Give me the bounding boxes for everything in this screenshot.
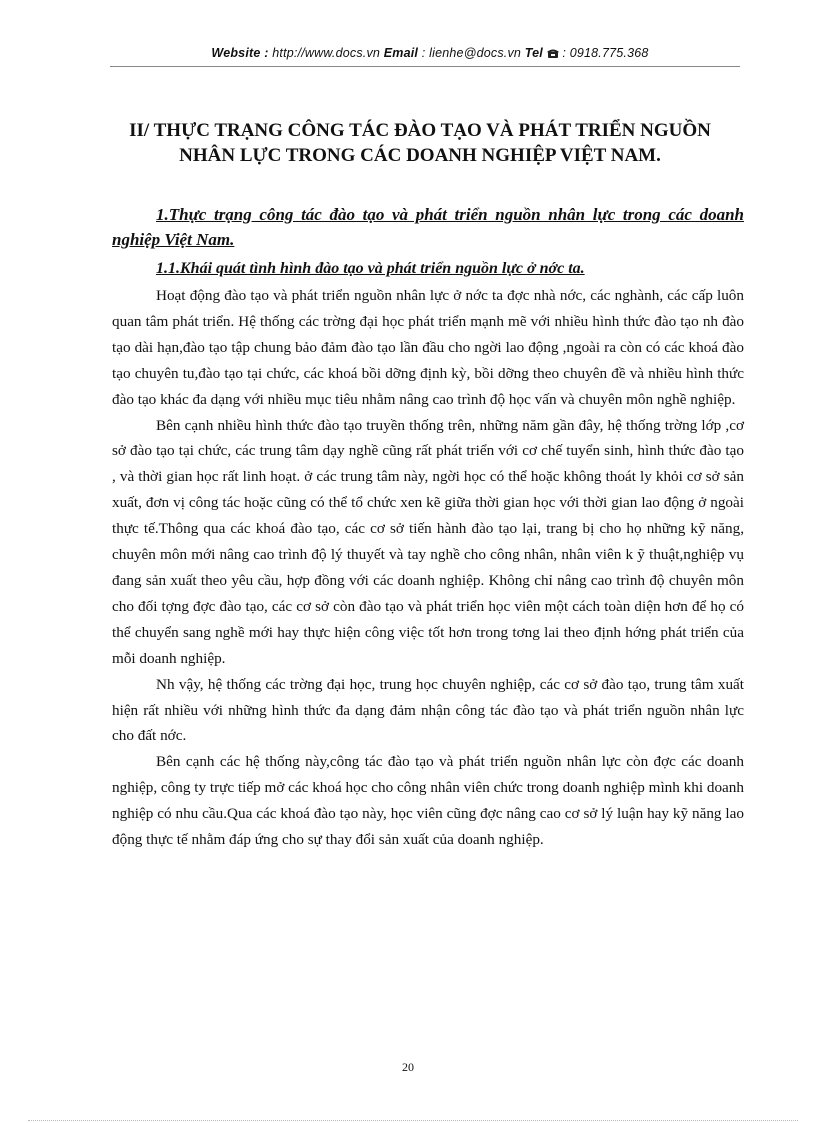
website-url[interactable]: http://www.docs.vn — [272, 46, 381, 60]
section-heading: 1.Thực trạng công tác đào tạo và phát triển nguồn nhân lực trong các doanh nghiệp Việt Nam. — [112, 205, 744, 249]
chapter-title — [100, 118, 740, 168]
email-label: Email — [383, 46, 419, 60]
header-divider — [110, 66, 740, 67]
chapter-title-line-2: NHÂN LỰC TRONG CÁC DOANH NGHIỆP VIỆT NAM. — [179, 145, 661, 166]
paragraph: Bên cạnh nhiều hình thức đào tạo truyền thống trên, những năm gần đây, hệ thống trờng lớp ,cơ sở đào tạo tại chức, các trung tâm dạy nghề cũng rất phát triển với cơ chế tuyển sinh, hình thức đào tạo , và thời gian học rất linh hoạt. ở các trung tâm này, ngời học có thể hoặc không thoát ly khỏi cơ sở sản xuất, đơn vị công tác hoặc cũng có thể tổ chức xen kẽ giữa thời gian học với thời gian lao động ở ngoài thực tế.Thông qua các khoá đào tạo, các cơ sở tiến hành đào tạo lại, trang bị cho họ những kỹ năng, chuyên môn mới nâng cao trình độ lý thuyết và tay nghề cho công nhân, nhân viên k ỹ thuật,nghiệp vụ đang sản xuất theo yêu cầu, hợp đồng với các doanh nghiệp. Không chỉ nâng cao trình độ chuyên môn cho đối tợng đợc đào tạo, các cơ sở còn đào tạo và phát triển học viên một cách toàn diện hơn để họ có thể chuyển sang nghề mới hay thực hiện công việc tốt hơn trong tơng lai theo định hớng phát triển của mỗi doanh nghiệp. — [112, 416, 744, 667]
website-label: Website : — [211, 46, 269, 60]
paragraph: Bên cạnh các hệ thống này,công tác đào tạo và phát triển nguồn nhân lực còn đợc các doanh nghiệp, công ty trực tiếp mở các khoá học cho công nhân viên chức trong doanh nghiệp mình khi doanh nghiệp có nhu cầu.Qua các khoá đào tạo này, học viên cũng đợc nâng cao cơ sở lý luận hay kỹ năng lao động thực tế nhằm đáp ứng cho sự thay đổi sản xuất của doanh nghiệp. — [112, 753, 744, 849]
paragraph: Hoạt động đào tạo và phát triển nguồn nhân lực ở nớc ta đợc nhà nớc, các nghành, các cấp luôn quan tâm phát triển. Hệ thống các trờng đại học phát triển mạnh mẽ với nhiều hình thức đào tạo nh đào tạo dài hạn,đào tạo tập chung bảo đảm đào tạo lần đầu cho ngời lao động ,ngoài ra còn có các khoá đào tạo chuyên tu,đào tạo tại chức, các khoá bồi dỡng định kỳ, bồi dỡng theo chuyên đề và nhiều hình thức đào tạo khác đa dạng với nhiều mục tiêu nhằm nâng cao trình độ học vấn và chuyên môn nghề nghiệp. — [112, 287, 744, 408]
page-header — [150, 46, 710, 60]
page-bottom-border — [28, 1120, 798, 1121]
body-text — [112, 283, 744, 853]
paragraph: Nh vậy, hệ thống các trờng đại học, trung học chuyên nghiệp, các cơ sở đào tạo, trung tâm xuất hiện rất nhiều với những hình thức đa dạng đảm nhận công tác đào tạo và phát triển nguồn nhân lực cho đất nớc. — [112, 675, 744, 745]
email-address[interactable]: : lienhe@docs.vn — [421, 46, 522, 60]
page-number: 20 — [402, 1060, 414, 1074]
subsection-heading: 1.1.Khái quát tình hình đào tạo và phát triển nguồn lực ở nớc ta. — [156, 260, 585, 277]
phone-icon — [547, 46, 563, 60]
chapter-title-line-1: II/ THỰC TRẠNG CÔNG TÁC ĐÀO TẠO VÀ PHÁT TRIỂN NGUỒN — [129, 120, 711, 141]
tel-label: Tel — [524, 46, 543, 60]
phone-number: : 0918.775.368 — [562, 46, 649, 60]
